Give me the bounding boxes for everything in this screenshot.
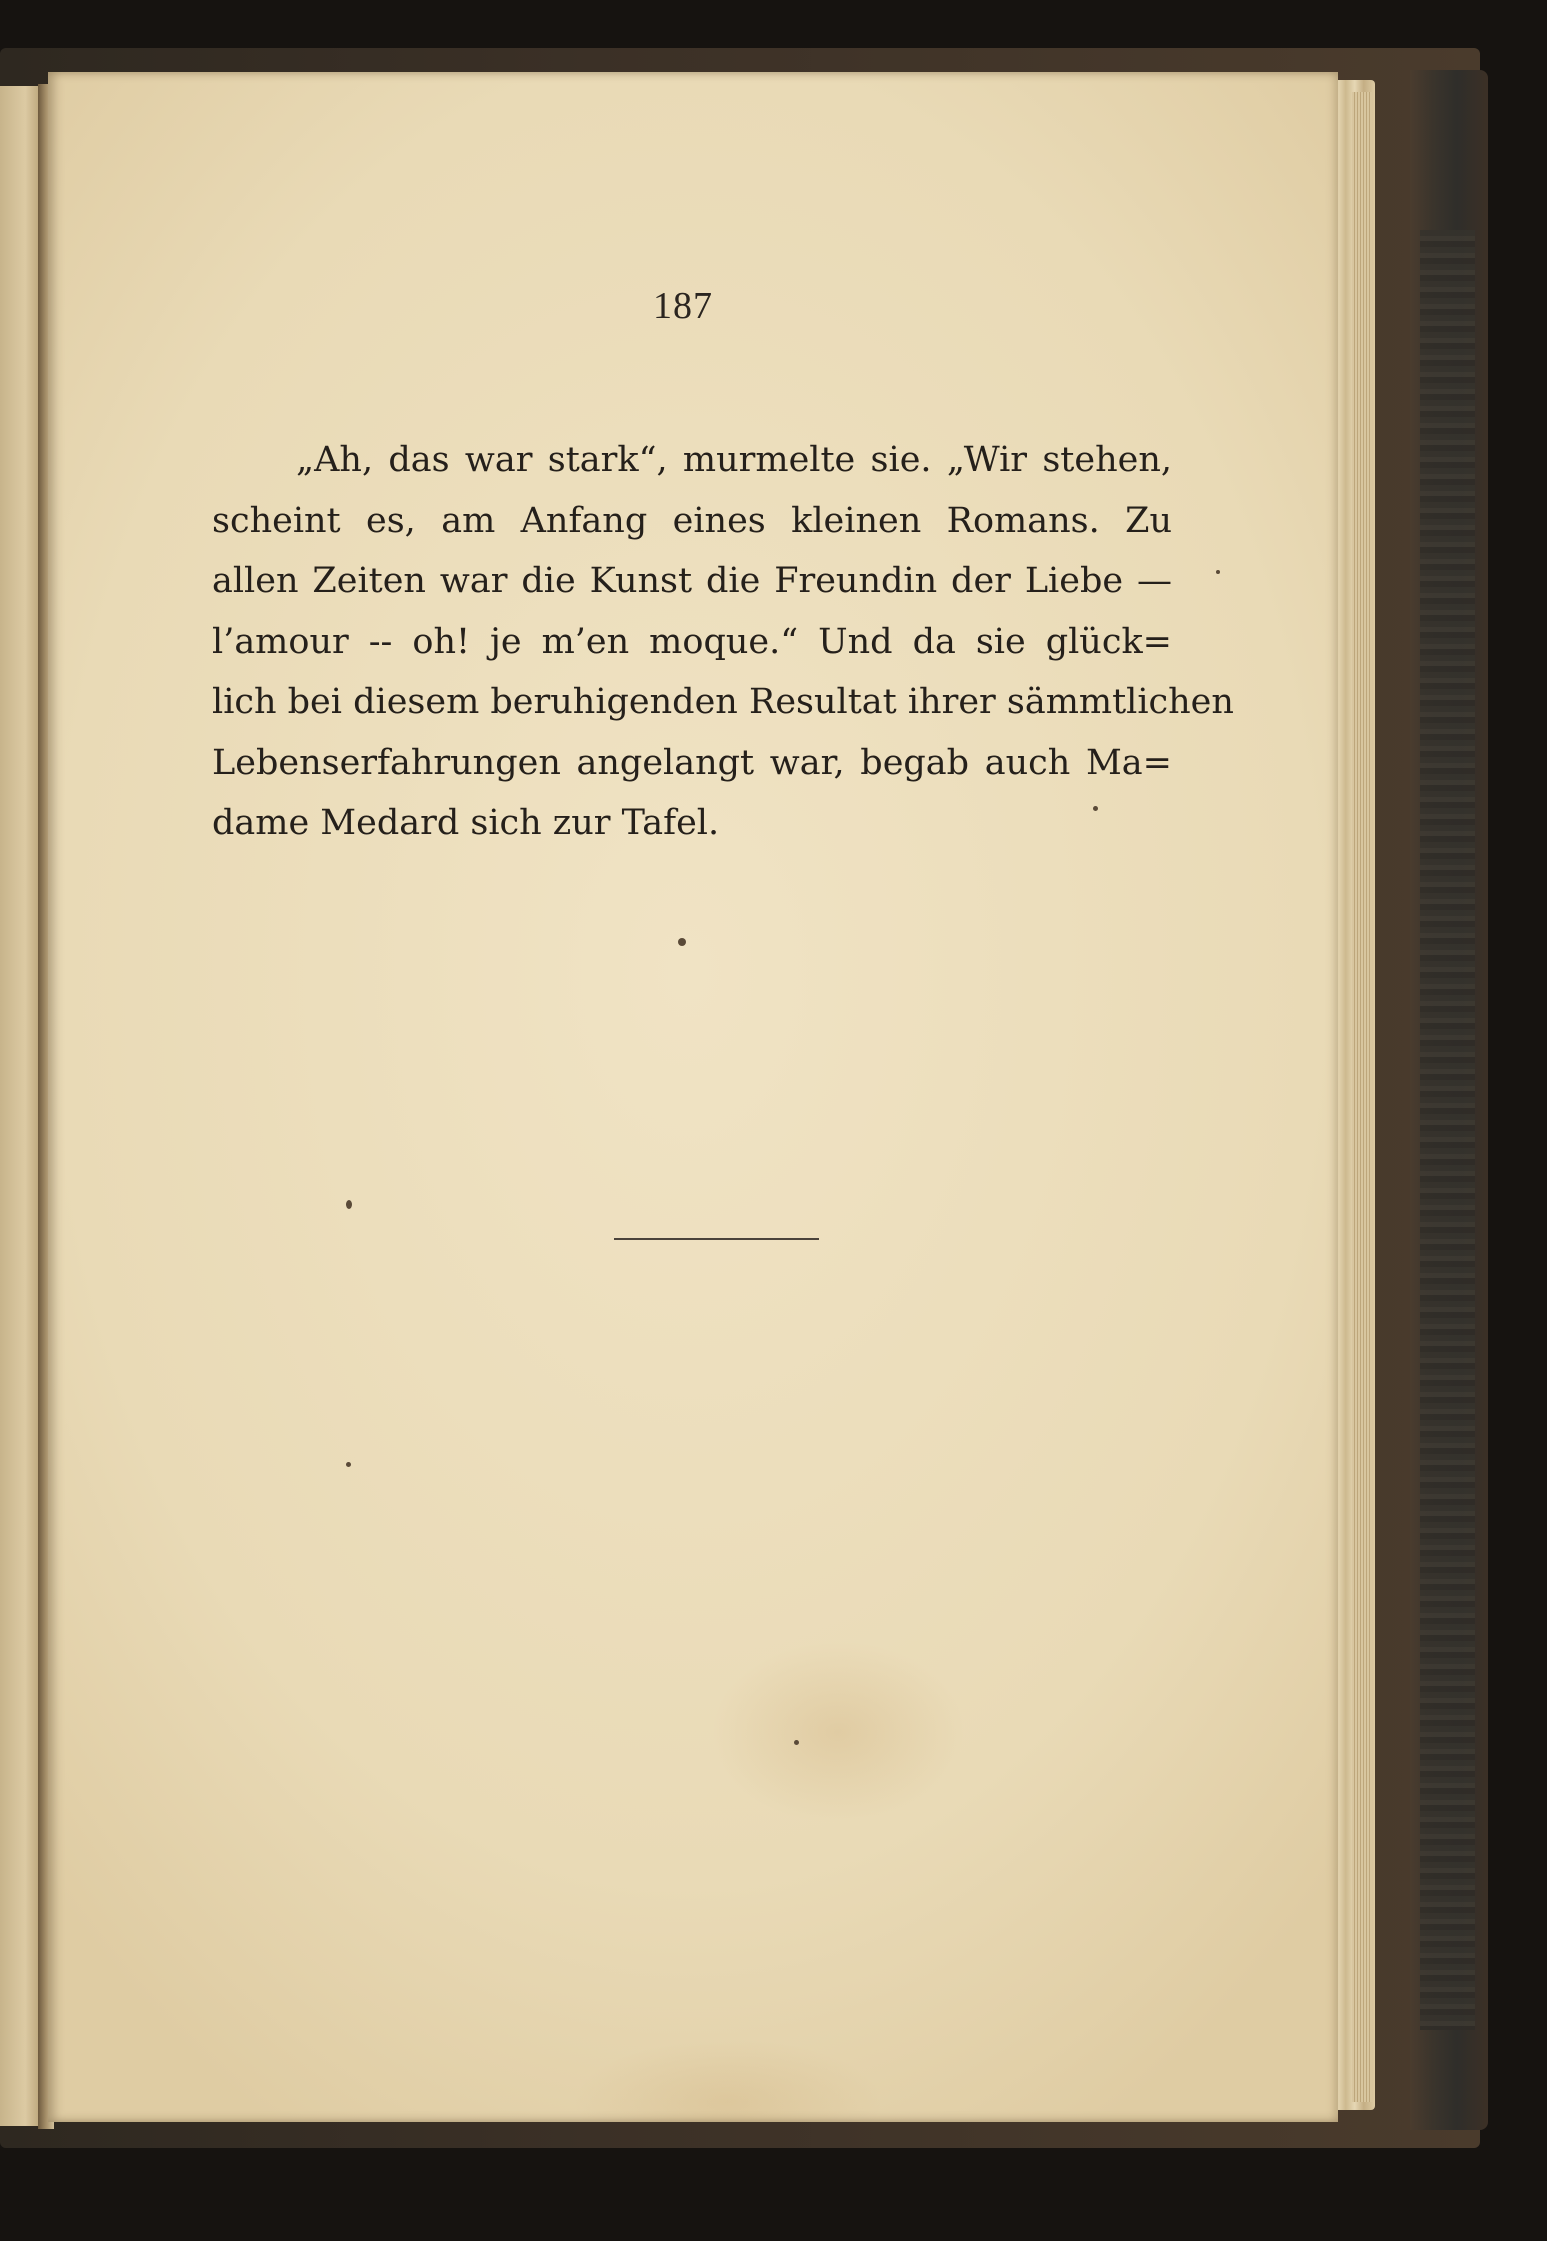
text-line: lich bei diesem beruhigenden Resultat ihrer sämmtlichen [212,682,1234,722]
book-page [48,72,1338,2122]
text-line: „Ah, das war stark“, murmelte sie. „Wir stehen, [296,440,1172,480]
paper-speck [1093,806,1098,811]
end-rule [614,1238,819,1240]
cover-texture [1420,230,1475,2030]
page-number: 187 [653,285,713,327]
text-line: l’amour -- oh! je m’en moque.“ Und da sie glück= [212,621,1172,662]
paper-speck [346,1200,352,1209]
page-edges-lines [1352,92,1372,2102]
text-line: scheint es, am Anfang eines kleinen Romans. Zu [212,500,1172,541]
text-line: Lebenserfahrungen angelangt war, begab auch Ma= [212,742,1172,783]
text-line: dame Medard sich zur Tafel. [212,803,720,843]
left-page-edge [0,86,42,2126]
paper-speck [678,938,686,946]
text-line: allen Zeiten war die Kunst die Freundin der Liebe — [212,561,1172,601]
paper-speck [1216,570,1220,574]
body-text [212,430,1234,854]
paper-speck [346,1462,351,1467]
paper-speck [794,1740,799,1745]
